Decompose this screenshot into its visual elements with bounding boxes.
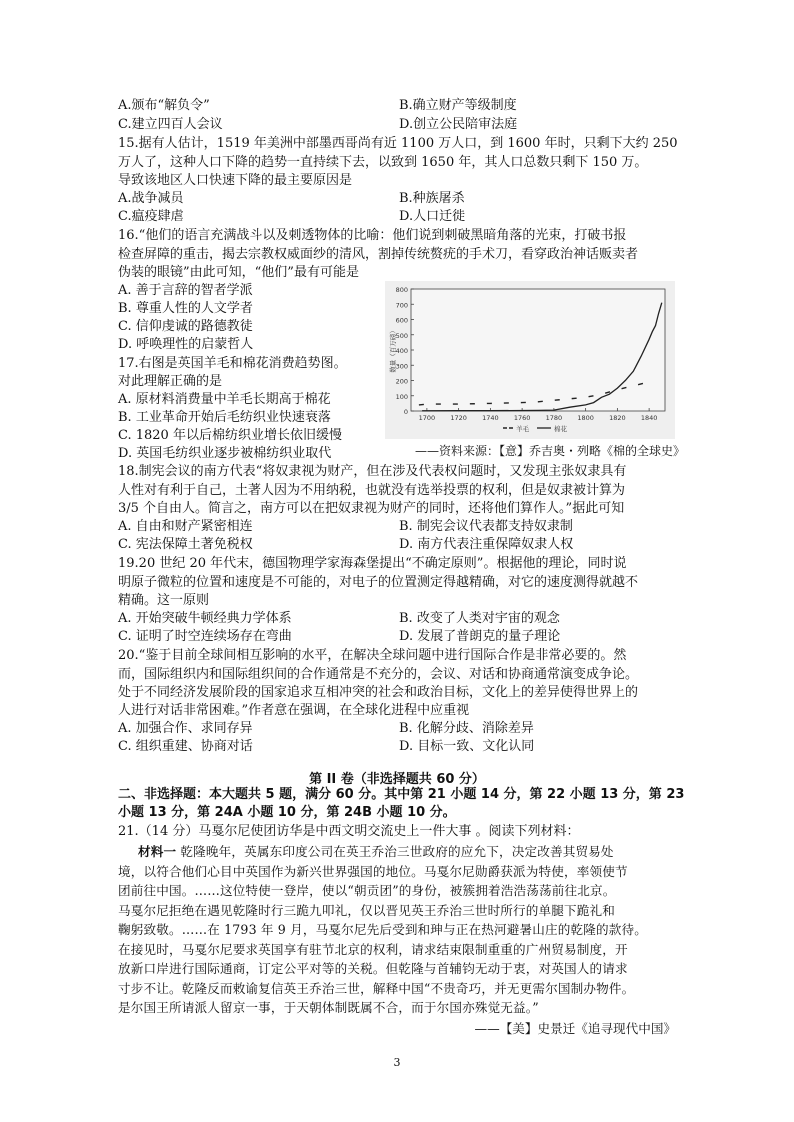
q21-material-line-3: 团前往中国。……这位特使一登岸，使以“朝贡团”的身份，被簇拥着浩浩荡荡前往北京。 bbox=[118, 883, 616, 898]
x-tick-label: 1700 bbox=[418, 414, 436, 422]
q14-option-c: C.建立四百人会议 bbox=[118, 117, 223, 132]
x-tick-label: 1800 bbox=[577, 414, 594, 422]
y-tick-label: 300 bbox=[395, 362, 408, 371]
y-tick-label: 700 bbox=[395, 301, 408, 310]
q17-option-a: A. 原材料消费量中羊毛长期高于棉花 bbox=[118, 392, 331, 407]
q19-option-c: C. 证明了时空连续场存在弯曲 bbox=[118, 629, 292, 644]
q20-option-b: B. 化解分歧、消除差异 bbox=[399, 721, 534, 736]
legend-label-cotton: 棉花 bbox=[554, 425, 567, 433]
q16-option-c: C. 信仰虔诚的路德教徒 bbox=[118, 319, 253, 334]
q18-stem-line-2: 人性对有利于自己，土著人因为不用纳税，也就没有选举投票的权利，但是奴隶被计算为 bbox=[118, 483, 626, 498]
y-tick-label: 0 bbox=[403, 408, 408, 416]
q21-material-line-5: 鞠躬致敬。……在 1793 年 9 月，马戛尔尼先后受到和珅与正在热河避暑山庄的乾隆的款待。 bbox=[118, 922, 647, 937]
q17-stem-line-2: 对此理解正确的是 bbox=[118, 374, 223, 389]
q20-stem-line-3: 处于不同经济发展阶段的国家追求互相冲突的社会和政治目标，文化上的差异使得世界上的 bbox=[118, 685, 639, 700]
page-number: 3 bbox=[393, 1056, 401, 1069]
q15-stem-line-3: 导致该地区人口快速下降的最主要原因是 bbox=[118, 173, 353, 188]
chart-svg bbox=[385, 281, 675, 439]
y-tick-label: 500 bbox=[395, 331, 408, 340]
part2-title: 第 II 卷（非选择题共 60 分） bbox=[309, 772, 485, 787]
chart-source: ——资料来源：【意】乔吉奥・列略《棉的全球史》 bbox=[415, 444, 686, 458]
q16-option-d: D. 呼唤理性的启蒙哲人 bbox=[118, 337, 254, 352]
x-tick-label: 1720 bbox=[450, 414, 467, 422]
q21-stem: 21.（14 分）马戛尔尼使团访华是中西文明交流史上一件大事 。阅读下列材料： bbox=[118, 824, 580, 839]
q21-material-line-6: 在接见时，马戛尔尼要求英国享有驻节北京的权利，请求结束限制重重的广州贸易制度，开 bbox=[118, 942, 628, 957]
q16-stem-line-1: 16.“他们的语言充满战斗以及刺透物体的比喻：他们说到刺破黑暗角落的光束，打破书报 bbox=[118, 228, 627, 243]
q21-material-line-4: 马戛尔尼拒绝在遇见乾隆时行三跪九叩礼，仅以晋见英王乔治三世时所行的单腿下跪礼和 bbox=[118, 903, 616, 918]
q15-stem-line-1: 15.据有人估计，1519 年美洲中部墨西哥尚有近 1100 万人口，到 1600 年时，只剩下大约 250 bbox=[118, 136, 678, 151]
q19-option-a: A. 开始突破牛顿经典力学体系 bbox=[118, 611, 292, 626]
q14-option-b: B.确立财产等级制度 bbox=[399, 98, 517, 113]
q21-material-line-8: 寸步不让。乾隆反而敕谕复信英王乔治三世，解释中国“不贵奇巧，并无更需尔国制办物件。 bbox=[118, 981, 635, 996]
x-tick-label: 1740 bbox=[482, 414, 499, 422]
q18-option-c: C. 宪法保障土著免税权 bbox=[118, 537, 253, 552]
q20-option-d: D. 目标一致、文化认同 bbox=[399, 739, 535, 754]
q16-stem-line-3: 伪装的眼镜”由此可知，“他们”最有可能是 bbox=[118, 265, 359, 280]
q16-option-a: A. 善于言辞的智者学派 bbox=[118, 283, 253, 298]
y-axis-label: 数量（百万磅） bbox=[389, 327, 397, 373]
q21-material-1-line-1 bbox=[138, 842, 614, 862]
q20-option-c: C. 组织重建、协商对话 bbox=[118, 739, 253, 754]
q15-option-a: A.战争减员 bbox=[118, 191, 184, 206]
q19-stem-line-2: 明原子微粒的位置和速度是不可能的，对电子的位置测定得越精确，对它的速度测得就越不 bbox=[118, 575, 639, 590]
q21-material-line-7: 放新口岸进行国际通商，订定公平对等的关税。但乾隆与首辅钧无动于衷，对英国人的请求 bbox=[118, 961, 628, 976]
y-tick-label: 400 bbox=[395, 347, 408, 355]
y-tick-label: 600 bbox=[395, 316, 408, 325]
x-tick-label: 1820 bbox=[609, 414, 626, 422]
q19-option-b: B. 改变了人类对宇宙的观念 bbox=[399, 611, 560, 626]
q18-option-d: D. 南方代表注重保障奴隶人权 bbox=[399, 537, 574, 552]
q15-stem-line-2: 万人了，这种人口下降的趋势一直持续下去，以致到 1650 年，其人口总数只剩下 150 万。 bbox=[118, 155, 648, 170]
material-text: 乾隆晚年，英属东印度公司在英王乔治三世政府的应允下，决定改善其贸易处 bbox=[176, 844, 614, 859]
q15-option-b: B.种族屠杀 bbox=[399, 191, 465, 206]
q18-stem-line-3: 3/5 个自由人。简言之，南方可以在把奴隶视为财产的同时，还将他们算作人。”据此可知 bbox=[118, 501, 625, 516]
q19-stem-line-3: 精确。这一原则 bbox=[118, 593, 210, 608]
q18-stem-line-1: 18.制宪会议的南方代表“将奴隶视为财产，但在涉及代表权问题时，又发现主张奴隶具有 bbox=[118, 464, 627, 479]
q21-material-line-2: 境，以符合他们心目中英国作为新兴世界强国的地位。马戛尔尼勋爵获派为特使，率领使节 bbox=[118, 864, 628, 879]
q18-option-a: A. 自由和财产紧密相连 bbox=[118, 519, 253, 534]
q19-stem-line-1: 19.20 世纪 20 年代末，德国物理学家海森堡提出“不确定原则”。根据他的理论，同时说 bbox=[118, 556, 627, 571]
q20-stem-line-4: 人进行对话非常困难。”作者意在强调，在全球化进程中应重视 bbox=[118, 703, 470, 718]
q17-option-d: D. 英国毛纺织业逐步被棉纺织业取代 bbox=[118, 446, 332, 461]
q20-stem-line-2: 而，国际组织内和国际组织间的合作通常是不充分的，会议、对话和协商通常演变成争论。 bbox=[118, 667, 639, 682]
y-tick-label: 100 bbox=[395, 392, 408, 401]
q17-stem-line-1: 17.右图是英国羊毛和棉花消费趋势图。 bbox=[118, 356, 347, 371]
q16-stem-line-2: 检查屏障的重击，揭去宗教权威面纱的清风，割掉传统赘疣的手术刀，看穿政治神话贩卖者 bbox=[118, 247, 639, 262]
q14-option-a: A.颁布“解负令” bbox=[118, 98, 210, 113]
legend-label-wool: 羊毛 bbox=[516, 425, 529, 433]
wool-cotton-consumption-chart bbox=[385, 281, 675, 439]
part2-intro-line-2: 小题 13 分，第 24A 小题 10 分，第 24B 小题 10 分。 bbox=[118, 805, 456, 820]
y-tick-label: 200 bbox=[395, 377, 408, 386]
material-label: 材料一 bbox=[138, 844, 177, 859]
plot-area bbox=[411, 289, 665, 411]
q21-material-line-9: 是尔国王所请派人留京一事，于天朝体制既属不合，而于尔国亦殊觉无益。” bbox=[118, 1000, 539, 1015]
part2-intro-line-1: 二、非选择题：本大题共 5 题，满分 60 分。其中第 21 小题 14 分，第 22 小题 13 分，第 23 bbox=[118, 787, 685, 802]
q20-stem-line-1: 20.“鉴于目前全球间相互影响的水平，在解决全球问题中进行国际合作是非常必要的。然 bbox=[118, 648, 627, 663]
y-tick-label: 800 bbox=[395, 286, 408, 294]
q17-option-c: C. 1820 年以后棉纺织业增长依旧缓慢 bbox=[118, 428, 342, 443]
q19-option-d: D. 发展了普朗克的量子理论 bbox=[399, 629, 561, 644]
q15-option-d: D.人口迁徙 bbox=[399, 209, 466, 224]
q16-option-b: B. 尊重人性的人文学者 bbox=[118, 301, 253, 316]
q15-option-c: C.瘟疫肆虐 bbox=[118, 209, 184, 224]
q18-option-b: B. 制宪会议代表都支持奴隶制 bbox=[399, 519, 573, 534]
q14-option-d: D.创立公民陪审法庭 bbox=[399, 117, 518, 132]
x-tick-label: 1840 bbox=[640, 414, 658, 422]
x-tick-label: 1760 bbox=[513, 414, 531, 422]
q20-option-a: A. 加强合作、求同存异 bbox=[118, 721, 253, 736]
q17-option-b: B. 工业革命开始后毛纺织业快速衰落 bbox=[118, 410, 331, 425]
q21-source: ——【美】史景迁《追寻现代中国》 bbox=[474, 1021, 676, 1036]
x-tick-label: 1780 bbox=[545, 414, 563, 422]
